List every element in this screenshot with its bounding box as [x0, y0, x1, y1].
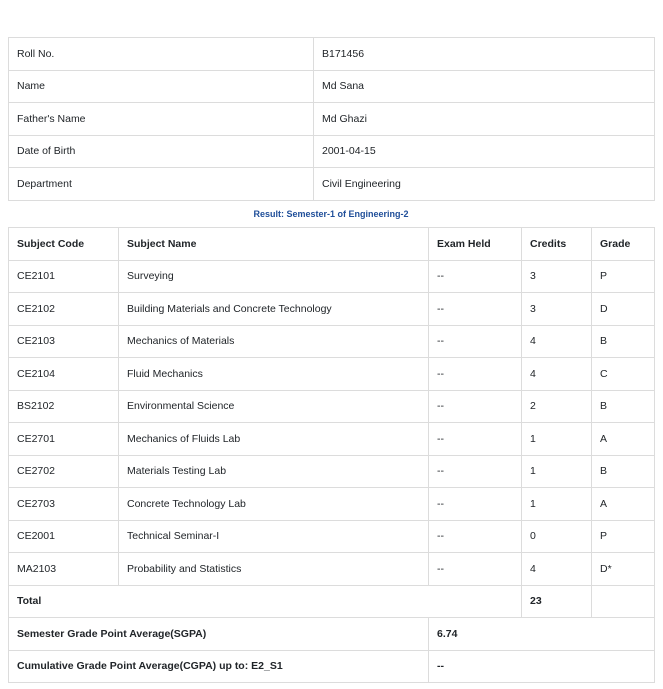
col-header-subject-code: Subject Code	[9, 227, 119, 260]
credits: 1	[522, 455, 592, 488]
result-document	[8, 37, 654, 683]
info-row-name	[9, 70, 655, 103]
exam-held: --	[429, 358, 522, 391]
info-label: Department	[9, 168, 314, 201]
total-grade-empty	[592, 585, 655, 618]
info-value: Md Ghazi	[314, 103, 655, 136]
subject-code: CE2701	[9, 423, 119, 456]
table-row	[9, 325, 655, 358]
info-label: Date of Birth	[9, 135, 314, 168]
credits: 1	[522, 488, 592, 521]
subject-code: CE2001	[9, 520, 119, 553]
exam-held: --	[429, 293, 522, 326]
info-label: Father's Name	[9, 103, 314, 136]
subject-code: BS2102	[9, 390, 119, 423]
grade: B	[592, 325, 655, 358]
subject-name: Concrete Technology Lab	[119, 488, 429, 521]
col-header-subject-name: Subject Name	[119, 227, 429, 260]
credits: 1	[522, 423, 592, 456]
grade: P	[592, 260, 655, 293]
table-row	[9, 423, 655, 456]
grade: B	[592, 455, 655, 488]
sgpa-row	[9, 618, 655, 651]
grade: B	[592, 390, 655, 423]
info-value: Civil Engineering	[314, 168, 655, 201]
info-label: Roll No.	[9, 38, 314, 71]
info-value: 2001-04-15	[314, 135, 655, 168]
subject-code: CE2101	[9, 260, 119, 293]
info-label: Name	[9, 70, 314, 103]
student-info-table	[8, 37, 655, 201]
table-row	[9, 455, 655, 488]
table-row	[9, 488, 655, 521]
info-row-roll-no	[9, 38, 655, 71]
subject-code: CE2703	[9, 488, 119, 521]
grade: A	[592, 488, 655, 521]
subject-name: Environmental Science	[119, 390, 429, 423]
subject-name: Fluid Mechanics	[119, 358, 429, 391]
subject-code: MA2103	[9, 553, 119, 586]
cgpa-value: --	[429, 650, 655, 683]
subject-name: Mechanics of Materials	[119, 325, 429, 358]
exam-held: --	[429, 260, 522, 293]
grade: P	[592, 520, 655, 553]
exam-held: --	[429, 455, 522, 488]
grade: D	[592, 293, 655, 326]
table-row	[9, 520, 655, 553]
total-label: Total	[9, 585, 522, 618]
credits: 4	[522, 325, 592, 358]
sgpa-label: Semester Grade Point Average(SGPA)	[9, 618, 429, 651]
subject-name: Surveying	[119, 260, 429, 293]
table-row	[9, 358, 655, 391]
exam-held: --	[429, 488, 522, 521]
credits: 3	[522, 260, 592, 293]
grade: C	[592, 358, 655, 391]
cgpa-row	[9, 650, 655, 683]
cgpa-label: Cumulative Grade Point Average(CGPA) up to: E2_S1	[9, 650, 429, 683]
result-header-row	[9, 227, 655, 260]
exam-held: --	[429, 423, 522, 456]
subject-code: CE2104	[9, 358, 119, 391]
exam-held: --	[429, 390, 522, 423]
subject-name: Building Materials and Concrete Technology	[119, 293, 429, 326]
grade: A	[592, 423, 655, 456]
grade: D*	[592, 553, 655, 586]
subject-name: Mechanics of Fluids Lab	[119, 423, 429, 456]
col-header-exam-held: Exam Held	[429, 227, 522, 260]
subject-code: CE2702	[9, 455, 119, 488]
credits: 2	[522, 390, 592, 423]
subject-code: CE2102	[9, 293, 119, 326]
exam-held: --	[429, 520, 522, 553]
info-value: B171456	[314, 38, 655, 71]
subject-name: Materials Testing Lab	[119, 455, 429, 488]
exam-held: --	[429, 553, 522, 586]
credits: 4	[522, 553, 592, 586]
info-row-father-name	[9, 103, 655, 136]
total-row	[9, 585, 655, 618]
result-table	[8, 227, 655, 684]
table-row	[9, 553, 655, 586]
subject-name: Technical Seminar-I	[119, 520, 429, 553]
info-row-dob	[9, 135, 655, 168]
result-caption: Result: Semester-1 of Engineering-2	[253, 208, 409, 219]
credits: 4	[522, 358, 592, 391]
credits: 0	[522, 520, 592, 553]
col-header-credits: Credits	[522, 227, 592, 260]
col-header-grade: Grade	[592, 227, 655, 260]
exam-held: --	[429, 325, 522, 358]
table-row	[9, 293, 655, 326]
info-row-department	[9, 168, 655, 201]
total-credits: 23	[522, 585, 592, 618]
sgpa-value: 6.74	[429, 618, 655, 651]
table-row	[9, 390, 655, 423]
table-row	[9, 260, 655, 293]
subject-name: Probability and Statistics	[119, 553, 429, 586]
credits: 3	[522, 293, 592, 326]
subject-code: CE2103	[9, 325, 119, 358]
info-value: Md Sana	[314, 70, 655, 103]
